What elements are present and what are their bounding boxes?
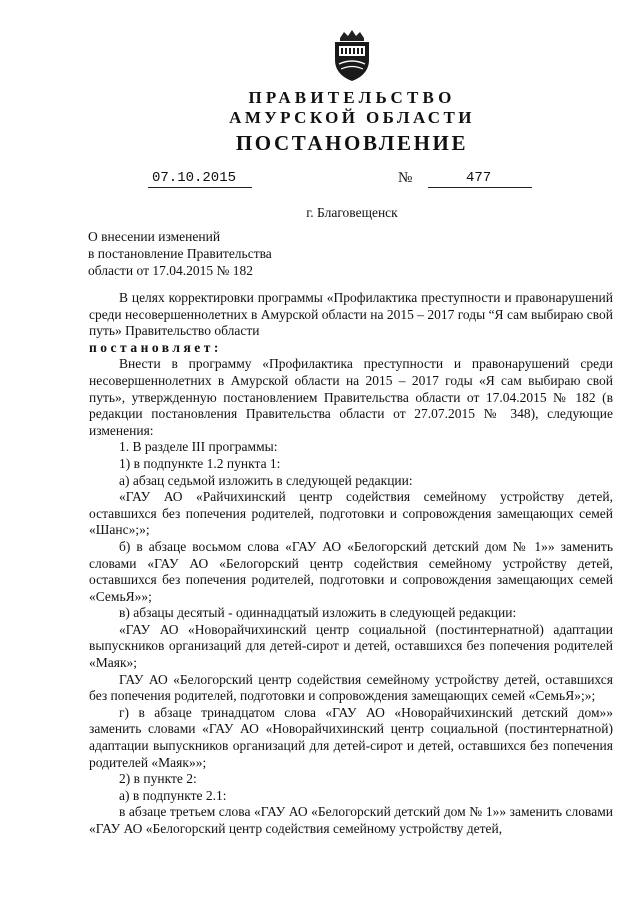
body-paragraph: а) в подпункте 2.1: [119, 787, 227, 803]
resolves-word: постановляет: [89, 339, 222, 355]
number-sign: № [398, 170, 413, 186]
body-paragraph: «ГАУ АО «Новорайчихинский центр социальной (постинтернатной) адаптации выпускников организаций для детей-сирот и детей, оставшихся без попечения родителей «Маяк»; [89, 621, 613, 671]
body-paragraph: ГАУ АО «Белогорский центр содействия семейному устройству детей, оставшихся без попечения родителей, подготовки и сопровождения замещающих семей «СемьЯ»;»; [89, 671, 613, 704]
body-paragraph: 1) в подпункте 1.2 пункта 1: [119, 455, 281, 471]
body-paragraph: 2) в пункте 2: [119, 771, 197, 787]
body-paragraph: а) абзац седьмой изложить в следующей редакции: [119, 472, 413, 488]
number-underline [428, 187, 532, 188]
intro-paragraph: В целях корректировки программы «Профилактика преступности и правонарушений среди несовершеннолетних в Амурской области на 2015 – 2017 годы “Я сам выбираю свой путь» Правительство области [89, 290, 613, 339]
city-name: г. Благовещенск [306, 205, 398, 220]
region-title: АМУРСКОЙ ОБЛАСТИ [229, 108, 475, 127]
document-number: 477 [466, 170, 492, 186]
body-paragraph: г) в абзаце тринадцатом слова «ГАУ АО «Новорайчихинский детский дом»» заменить словами «ГАУ АО «Новорайчихинский центр социальной (постинтернатной) адаптации выпускников организаций для детей-сирот и детей, оставшихся без попечения родителей «Маяк»»; [89, 704, 613, 770]
document-type-title: ПОСТАНОВЛЕНИЕ [235, 131, 469, 155]
date-underline [148, 187, 252, 188]
body-paragraph: Внести в программу «Профилактика преступности и правонарушений среди несовершеннолетних в Амурской области на 2015 – 2017 годы «Я сам выбираю свой путь», утвержденную постановлением Правительства области от 17.04.2015 № 182 (в редакции постановления Правительства области от 27.07.2015 № 348), следующие изменения: [89, 356, 613, 438]
coat-of-arms-icon [330, 30, 374, 82]
subject-line: области от 17.04.2015 № 182 [88, 263, 253, 278]
body-paragraph: «ГАУ АО «Райчихинский центр содействия семейному устройству детей, оставшихся без попечения родителей, подготовки и сопровождения замещающих семей «Шанс»;»; [89, 489, 613, 538]
document-body [89, 290, 613, 838]
subject-line: О внесении изменений [88, 229, 221, 244]
government-title: ПРАВИТЕЛЬСТВО [248, 88, 456, 107]
subject-line: в постановление Правительства [88, 246, 272, 261]
body-paragraph: б) в абзаце восьмом слова «ГАУ АО «Белогорский детский дом № 1»» заменить словами «ГАУ АО «Белогорский центр содействия семейному устройству детей, оставшихся без попечения родителей, подготовки и сопровождения замещающих семей «СемьЯ»»; [89, 538, 613, 604]
body-paragraph: 1. В разделе III программы: [119, 439, 278, 455]
body-paragraph: в) абзацы десятый - одиннадцатый изложить в следующей редакции: [119, 605, 517, 621]
body-paragraph: в абзаце третьем слова «ГАУ АО «Белогорский детский дом № 1»» заменить словами «ГАУ АО «Белогорский центр содействия семейному устройству детей, [89, 804, 613, 836]
document-subject [88, 228, 272, 279]
document-date: 07.10.2015 [152, 170, 237, 186]
